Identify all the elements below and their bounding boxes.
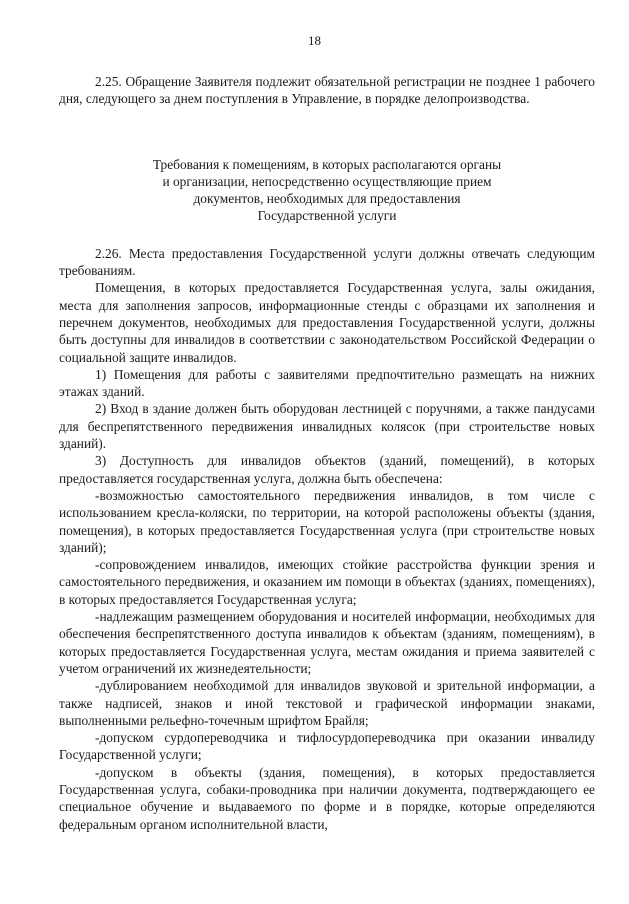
page-number: 18: [308, 33, 321, 48]
heading-line: документов, необходимых для предоставления: [193, 191, 461, 207]
paragraph-premises: Помещения, в которых предоставляется Государственная услуга, залы ожидания, места для заполнения запросов, информационные стенды с образцами их заполнения и перечнем документов, необходимых для предоставления Государственной услуги, должны быть доступны для инвалидов в соответствии с законодательством Российской Федерации о социальной защите инвалидов.: [59, 280, 595, 365]
paragraph-bullet-guide-dog: -допуском в объекты (здания, помещения), в которых предоставляется Государственная услуга, собаки-проводника при наличии документа, подтверждающего ее специальное обучение и выдаваемого по форме и в порядке, которые определяются федеральным органом исполнительной власти,: [59, 764, 595, 832]
section-heading: [59, 156, 595, 225]
heading-line: Требования к помещениям, в которых располагаются органы: [152, 156, 502, 172]
requirements-list: [59, 245, 595, 833]
paragraph-bullet-equipment: -надлежащим размещением оборудования и носителей информации, необходимых для обеспечения беспрепятственного доступа инвалидов к объектам (зданиям, помещениям), в которых предоставляется Государственная услуга, местам ожидания и приема заявителей с учетом ограничений их жизнедеятельности;: [59, 609, 595, 676]
paragraph-2-25: 2.25. Обращение Заявителя подлежит обязательной регистрации не позднее 1 рабочего дня, следующего за днем поступления в Управление, в порядке делопроизводства.: [59, 74, 595, 107]
document-body: [59, 73, 595, 833]
paragraph-bullet-braille: -дублированием необходимой для инвалидов звуковой и зрительной информации, а также надписей, знаков и иной текстовой и графической информации знаками, выполненными рельефно-точечным шрифтом Брайля;: [59, 678, 595, 728]
paragraph-item-3: 3) Доступность для инвалидов объектов (зданий, помещений), в которых предоставляется государственная услуга, должна быть обеспечена:: [59, 453, 595, 486]
heading-line: и организации, непосредственно осуществляющие прием: [162, 173, 492, 189]
heading-line: Государственной услуги: [257, 208, 397, 224]
paragraph-bullet-escort: -сопровождением инвалидов, имеющих стойкие расстройства функции зрения и самостоятельного передвижения, и оказанием им помощи в объектах (зданиях, помещениях), в которых предоставляется Государственная услуга;: [59, 557, 595, 607]
paragraph-item-1: 1) Помещения для работы с заявителями предпочтительно размещать на нижних этажах зданий.: [59, 366, 595, 400]
paragraph-bullet-interpreter: -допуском сурдопереводчика и тифлосурдопереводчика при оказании инвалиду Государственной услуги;: [59, 730, 595, 763]
paragraph-bullet-movement: -возможностью самостоятельного передвижения инвалидов, в том числе с использованием кресла-коляски, по территории, на которой расположены объекты (здания, помещения), в которых предоставляется Государственная услуга (при строительстве новых зданий);: [59, 487, 595, 555]
paragraph-2-26: 2.26. Места предоставления Государственной услуги должны отвечать следующим требованиям.: [59, 245, 595, 279]
paragraph-item-2: 2) Вход в здание должен быть оборудован лестницей с поручнями, а также пандусами для беспрепятственного передвижения инвалидных колясок (при строительстве новых зданий).: [59, 401, 595, 452]
